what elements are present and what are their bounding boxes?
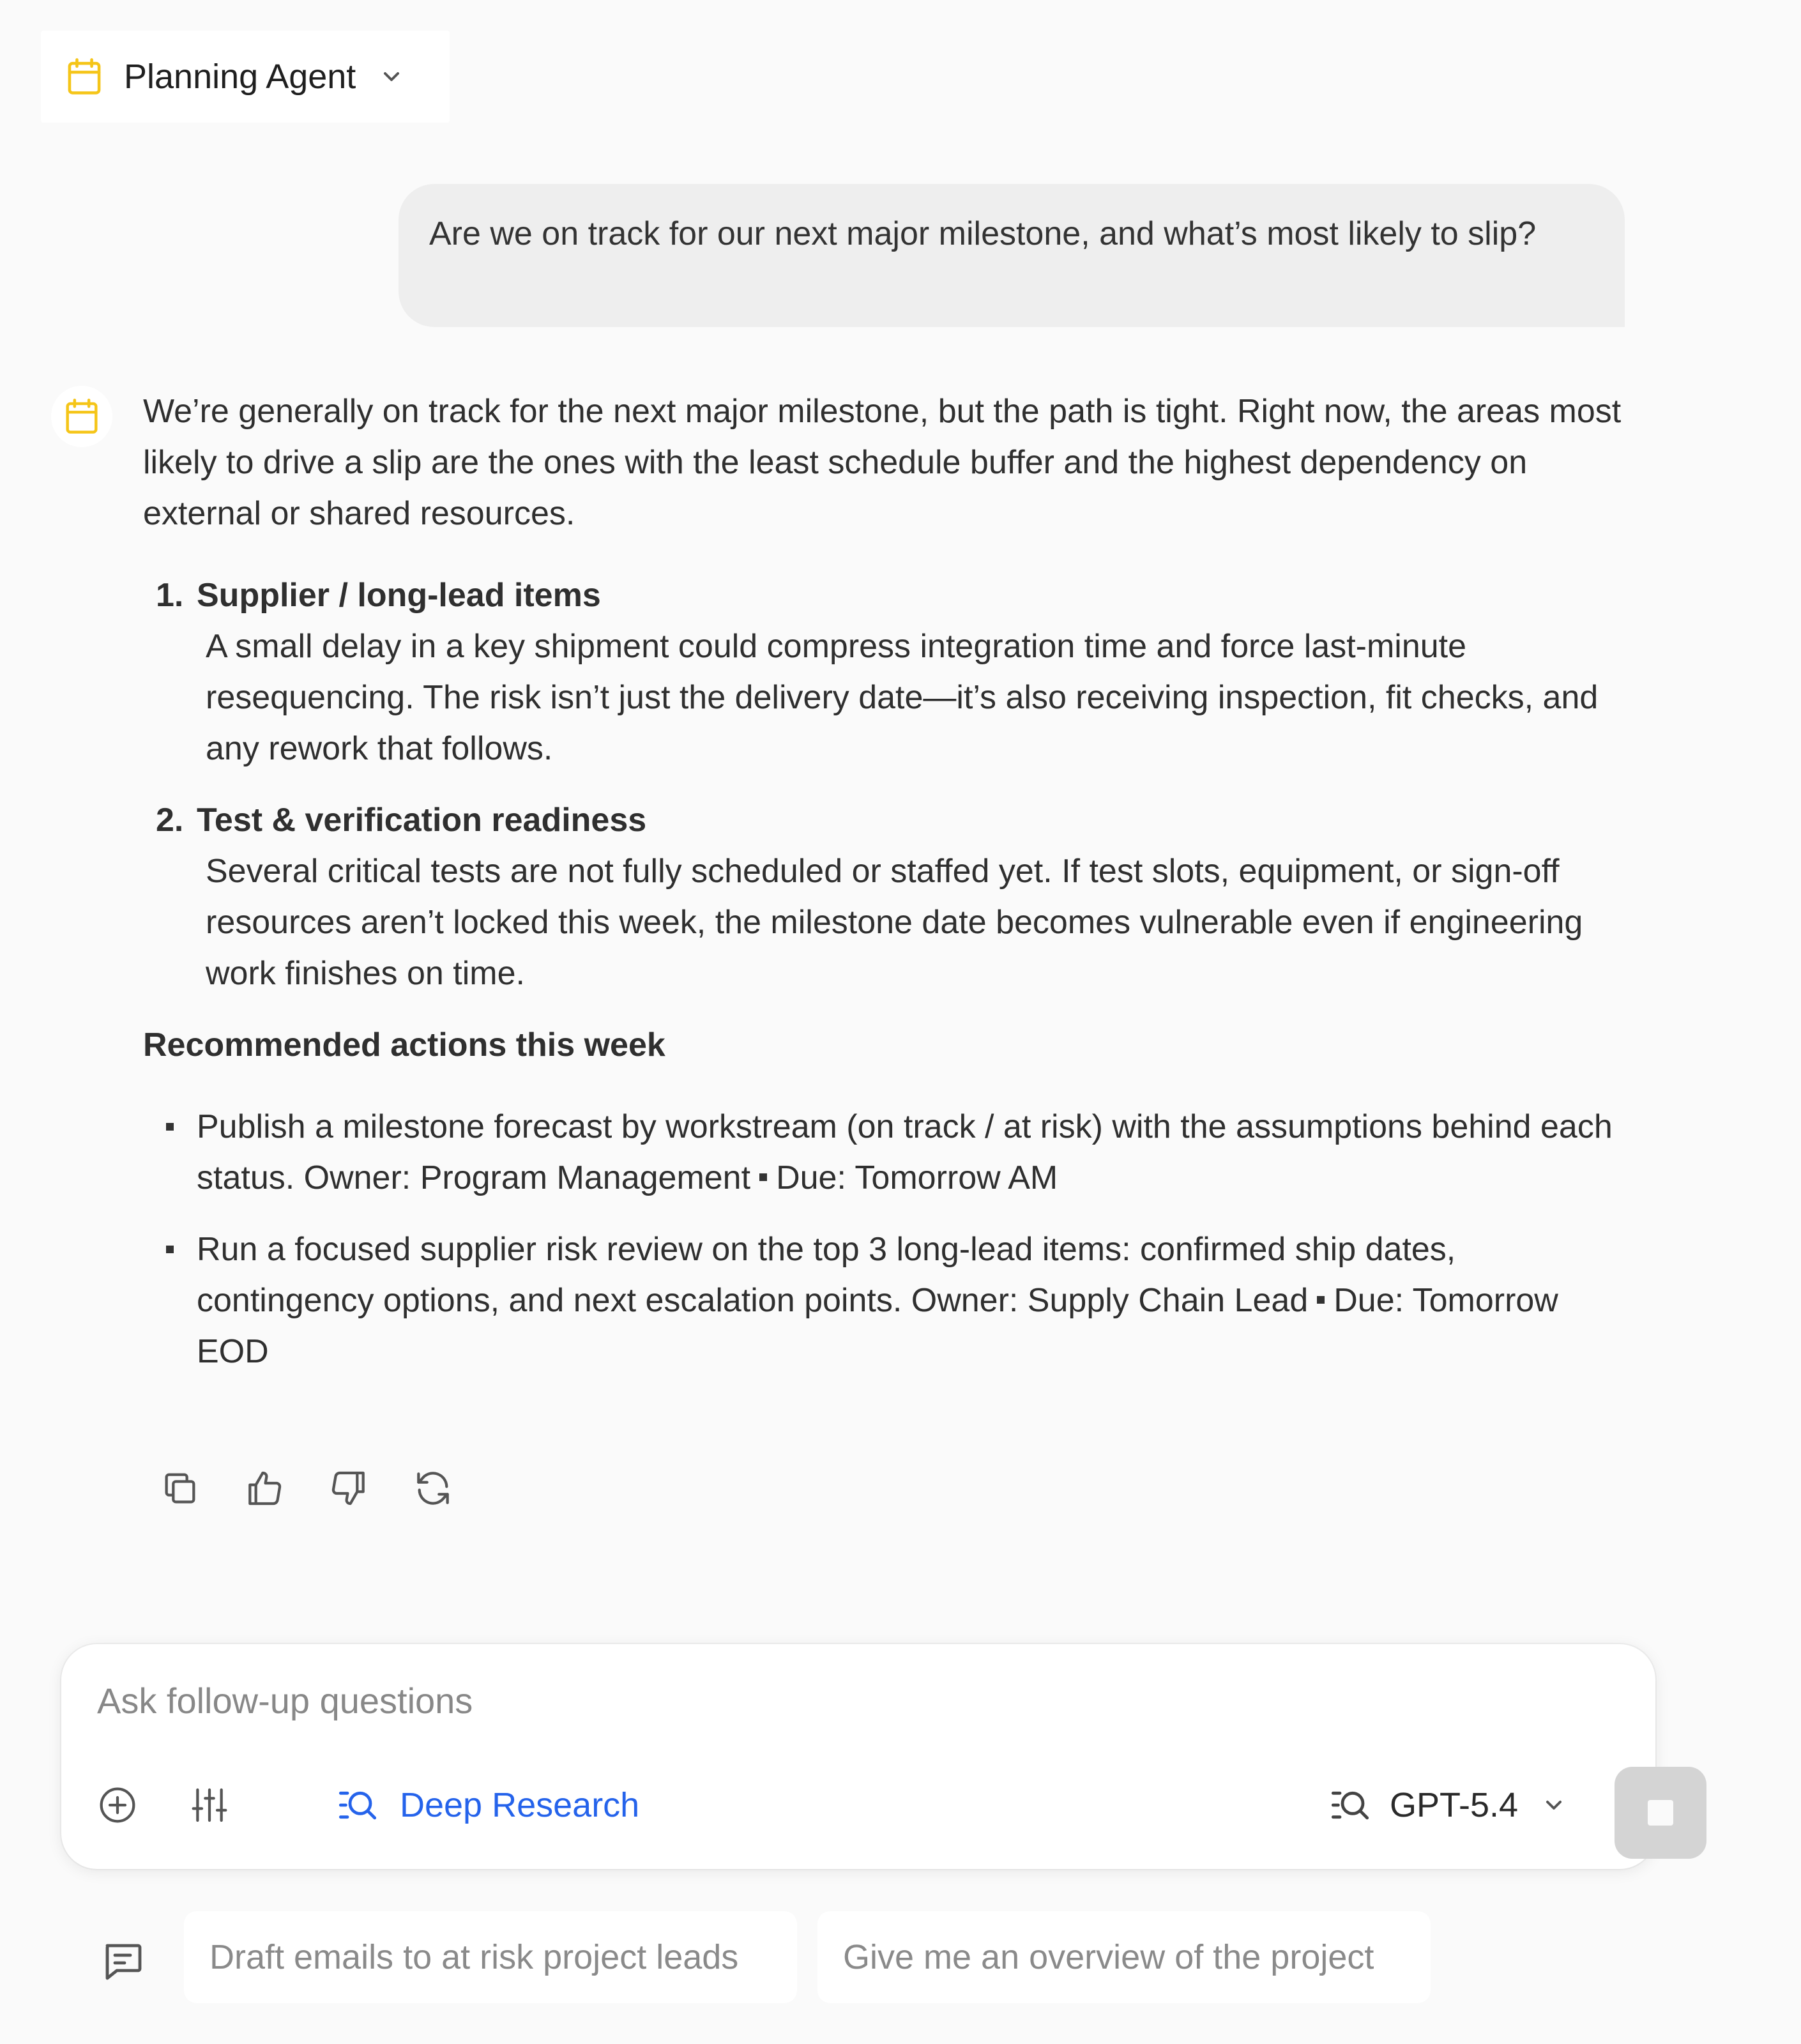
risk-item	[143, 795, 1638, 999]
stop-button[interactable]	[1615, 1767, 1706, 1859]
user-message-text: Are we on track for our next major milestone, and what’s most likely to slip?	[429, 215, 1537, 252]
actions-heading: Recommended actions this week	[143, 1026, 665, 1064]
user-message	[399, 184, 1625, 327]
sliders-icon	[189, 1785, 230, 1826]
search-list-icon	[1330, 1785, 1371, 1826]
deep-research-button[interactable]	[337, 1780, 639, 1831]
assistant-intro: We’re generally on track for the next major milestone, but the path is tight. Right now, the areas most likely to drive a slip are the ones with the least schedule buffer and the highest dependency on external or shared resources.	[143, 393, 1622, 532]
action-item	[143, 1224, 1638, 1377]
suggestion-chip[interactable]	[184, 1911, 797, 2003]
assistant-avatar	[51, 386, 112, 447]
action-owner: Owner: Program Management	[303, 1159, 751, 1196]
action-text: Run a focused supplier risk review on the top 3 long-lead items: confirmed ship dates, contingency options, and next escalation points.	[197, 1231, 1456, 1319]
action-due: Due: Tomorrow AM	[776, 1159, 1058, 1196]
composer	[61, 1644, 1655, 1869]
suggestion-label: Give me an overview of the project	[843, 1938, 1374, 1976]
suggestion-chip[interactable]	[817, 1911, 1431, 2003]
thumbs-up-button[interactable]	[244, 1468, 285, 1509]
risk-body: A small delay in a key shipment could compress integration time and force last-minute resequencing. The risk isn’t just the delivery date—it’s also receiving inspection, fit checks, and any rework that follows.	[206, 628, 1599, 767]
attach-button[interactable]	[97, 1780, 138, 1831]
assistant-message	[143, 386, 1638, 1398]
action-text: Publish a milestone forecast by workstream (on track / at risk) with the assumptions behind each status.	[197, 1108, 1613, 1196]
thumbs-down-icon	[328, 1468, 369, 1509]
action-due: Due: Tomorrow EOD	[197, 1282, 1558, 1370]
search-list-icon	[337, 1785, 378, 1826]
action-meta	[304, 1159, 1058, 1196]
action-item	[143, 1101, 1638, 1203]
risk-title: Supplier / long-lead items	[197, 577, 601, 614]
deep-research-label: Deep Research	[400, 1786, 640, 1824]
regenerate-button[interactable]	[413, 1468, 453, 1509]
stop-icon	[1648, 1800, 1673, 1826]
thumbs-down-button[interactable]	[328, 1468, 369, 1509]
chevron-down-icon	[1541, 1792, 1567, 1818]
agent-name: Planning Agent	[124, 57, 356, 96]
risk-number: 1.	[156, 577, 184, 614]
agent-selector[interactable]	[41, 31, 450, 123]
bullet	[166, 1246, 174, 1253]
follow-up-input[interactable]	[97, 1675, 1566, 1726]
separator	[759, 1173, 767, 1181]
settings-button[interactable]	[189, 1780, 230, 1831]
calendar-icon	[66, 57, 102, 96]
calendar-icon	[65, 398, 99, 435]
risk-body: Several critical tests are not fully scheduled or staffed yet. If test slots, equipment, or sign-off resources aren’t locked this week, the milestone date becomes vulnerable even if engineering work finishes on time.	[206, 853, 1583, 992]
message-icon	[100, 1938, 146, 1984]
copy-button[interactable]	[160, 1468, 201, 1509]
separator	[1317, 1296, 1325, 1304]
risk-item	[143, 570, 1638, 774]
model-label: GPT-5.4	[1390, 1786, 1519, 1824]
chevron-down-icon	[379, 64, 404, 89]
risk-title: Test & verification readiness	[197, 802, 647, 839]
refresh-icon	[413, 1468, 453, 1509]
plus-circle-icon	[97, 1785, 138, 1826]
risk-number: 2.	[156, 802, 184, 839]
message-actions	[160, 1468, 453, 1509]
action-owner: Owner: Supply Chain Lead	[911, 1282, 1309, 1319]
model-selector[interactable]	[1330, 1780, 1567, 1831]
thumbs-up-icon	[244, 1468, 285, 1509]
copy-icon	[160, 1468, 201, 1509]
bullet	[166, 1123, 174, 1131]
suggestion-label: Draft emails to at risk project leads	[209, 1938, 739, 1976]
